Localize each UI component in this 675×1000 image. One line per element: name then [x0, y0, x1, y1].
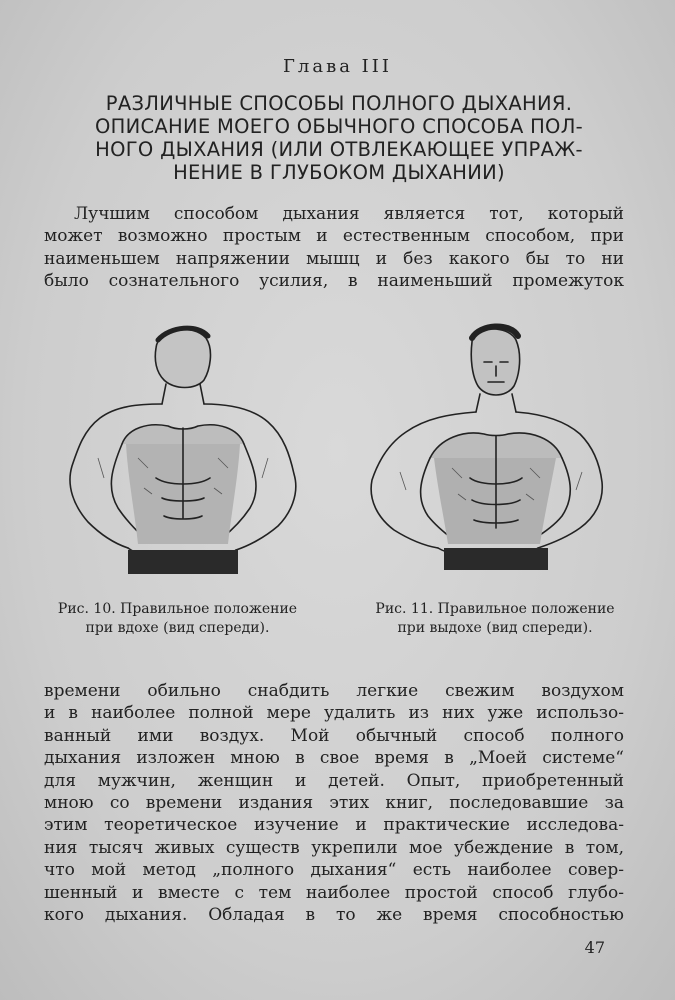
text-line: было сознательного усилия, в наименьший промежуток: [44, 271, 624, 292]
text-line: дыхания изложен мною в свое время в „Моей системе“: [44, 748, 624, 769]
paragraph-intro: [44, 203, 624, 293]
text-line: наименьшем напряжении мышц и без какого бы то ни: [44, 248, 624, 269]
caption-line: при выдохе (вид спереди).: [397, 620, 593, 636]
page-number: 47: [584, 938, 605, 957]
text-line: Лучшим способом дыхания является тот, который: [74, 204, 624, 224]
text-line: кого дыхания. Обладая в то же время способностью: [44, 905, 624, 926]
title-line: НОГО ДЫХАНИЯ (ИЛИ ОТВЛЕКАЮЩЕЕ УПРАЖ-: [95, 138, 583, 161]
caption-line: Рис. 10. Правильное положение: [57, 601, 298, 617]
caption-line: Рис. 11. Правильное положение: [375, 601, 615, 617]
paragraph-continuation: [44, 680, 624, 926]
title-line: РАЗЛИЧНЫЕ СПОСОБЫ ПОЛНОГО ДЫХАНИЯ.: [105, 92, 573, 115]
text-line: ванный ими воздух. Мой обычный способ полного: [44, 725, 624, 746]
text-line: времени обильно снабдить легкие свежим воздухом: [44, 681, 624, 701]
text-line: и в наиболее полной мере удалить из них уже использо-: [44, 703, 624, 724]
chapter-title: [44, 92, 634, 184]
text-line: шенный и вместе с тем наиболее простой способ глубо-: [44, 882, 624, 903]
title-line: ОПИСАНИЕ МОЕГО ОБЫЧНОГО СПОСОБА ПОЛ-: [94, 115, 584, 138]
figure-11-illustration: [360, 322, 610, 582]
figure-10-illustration: [58, 318, 308, 588]
text-line: мною со времени издания этих книг, последовавшие за: [44, 793, 624, 814]
title-line: НЕНИЕ В ГЛУБОКОМ ДЫХАНИИ): [173, 161, 505, 184]
figure-11-caption: [355, 600, 635, 638]
text-line: для мужчин, женщин и детей. Опыт, приобретенный: [44, 770, 624, 791]
text-line: что мой метод „полного дыхания“ есть наиболее совер-: [44, 860, 624, 881]
text-line: ния тысяч живых существ укрепили мое убеждение в том,: [44, 837, 624, 858]
chapter-heading: Глава III: [282, 56, 392, 77]
text-line: этим теоретическое изучение и практические исследова-: [44, 815, 624, 836]
caption-line: при вдохе (вид спереди).: [85, 620, 270, 636]
figure-10-caption: [40, 600, 315, 638]
text-line: может возможно простым и естественным способом, при: [44, 226, 624, 247]
